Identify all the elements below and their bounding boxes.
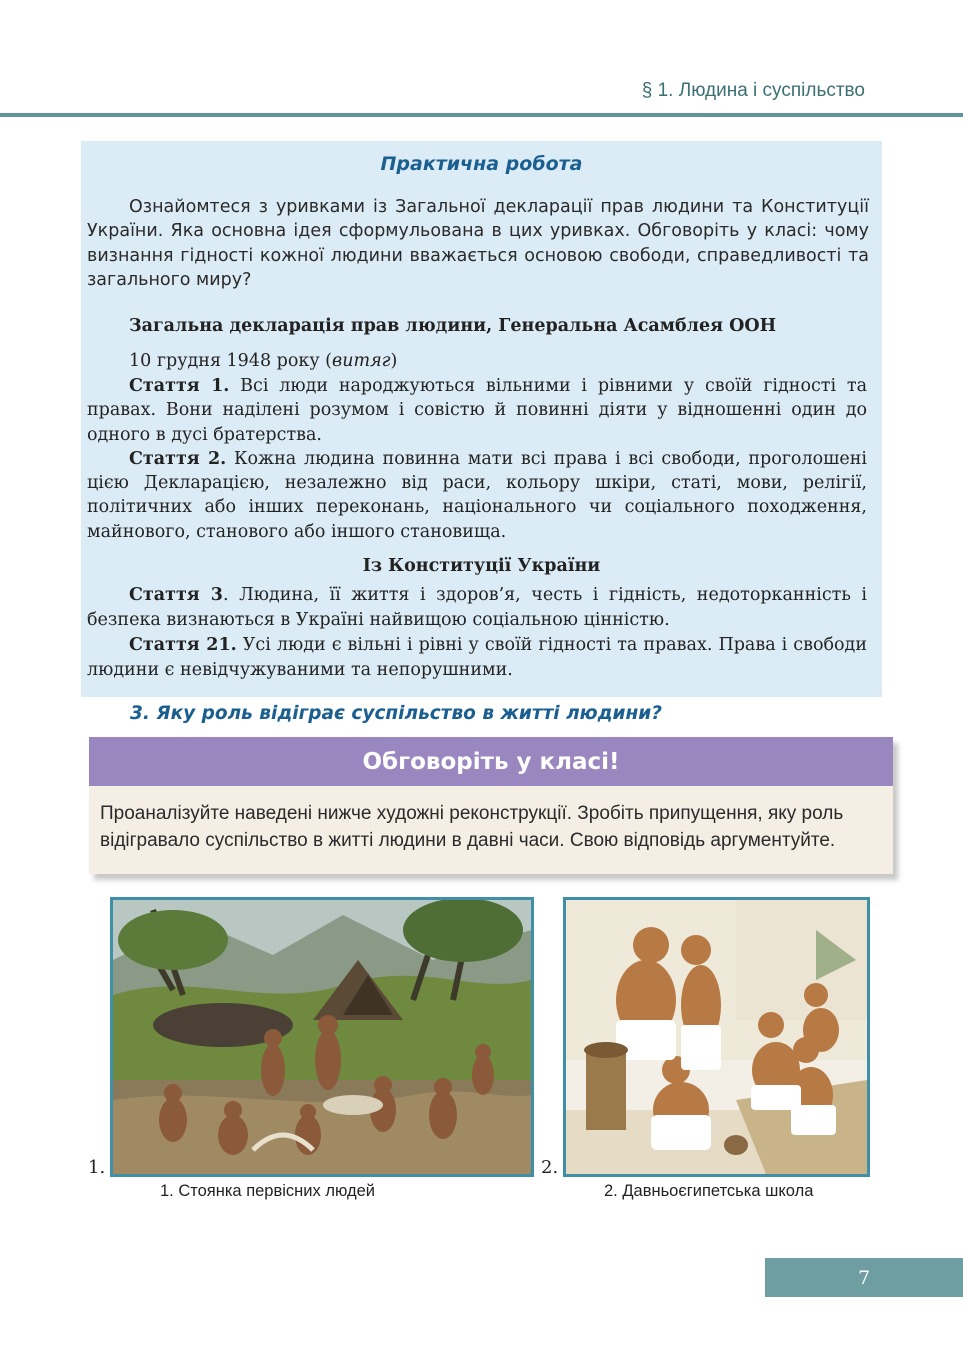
declaration-date-close: ): [390, 351, 398, 371]
discuss-box: [89, 737, 893, 874]
article-text: Всі люди народжуються вільними і рівними у своїй гідності та правах. Вони наділені розумом і совістю й повинні діяти у відношенні один до одного в дусі братерства.: [87, 376, 868, 445]
article-label: Стаття 3: [129, 585, 223, 605]
figure-2-number: 2.: [541, 1157, 559, 1178]
declaration-date-note: витяг: [332, 351, 391, 371]
declaration-article-1: [87, 374, 867, 447]
article-text: . Людина, її життя і здоров’я, честь і гідність, недоторканність і безпека визнаються в Україні найвищою соціальною цінністю.: [87, 585, 867, 630]
discuss-banner: Обговоріть у класі!: [89, 737, 893, 786]
figure-1-caption: 1. Стоянка первісних людей: [160, 1182, 375, 1200]
prehistoric-camp-image: [110, 897, 534, 1177]
constitution-articles: [87, 583, 867, 683]
header-divider: [0, 113, 963, 117]
practical-work-box: [81, 141, 882, 697]
article-label: Стаття 21.: [129, 635, 237, 655]
declaration-heading: Загальна декларація прав людини, Генеральна Асамблея ООН: [129, 316, 777, 336]
declaration-articles: [87, 374, 867, 544]
question-heading: 3. Яку роль відіграє суспільство в житті людини?: [130, 703, 662, 724]
discuss-text: Проаналізуйте наведені нижче художні реконструкції. Зробіть припущення, яку роль відігравало суспільство в житті людини в давні часи. Свою відповідь аргументуйте.: [100, 803, 844, 851]
egyptian-school-image: [563, 897, 870, 1177]
figure-2-caption: 2. Давньоєгипетська школа: [604, 1182, 814, 1200]
egyptian-school-illustration: [566, 900, 867, 1174]
article-label: Стаття 1.: [129, 376, 230, 396]
article-label: Стаття 2.: [129, 448, 227, 469]
declaration-date: [129, 351, 397, 371]
prehistoric-camp-illustration: [113, 900, 531, 1174]
constitution-heading: Із Конституції України: [362, 556, 601, 576]
practical-work-intro: Ознайомтеся з уривками із Загальної декларації прав людини та Конституції України. Яка основна ідея сформульована в цих уривках. Обговоріть у класі: чому визнання гідності кожної людини вважається основою свободи, справедливості та загального миру?: [87, 197, 869, 290]
page-number: 7: [765, 1258, 963, 1297]
declaration-article-2: [87, 447, 867, 544]
constitution-article-21: [87, 633, 867, 683]
article-text: Усі люди є вільні і рівні у своїй гідності та правах. Права і свободи людини є невідчужуваними та непорушними.: [87, 635, 868, 680]
constitution-article-3: [87, 583, 867, 633]
practical-work-title: Практична робота: [380, 153, 583, 175]
article-text: Кожна людина повинна мати всі права і всі свободи, проголошені цією Декларацією, незалежно від раси, кольору шкіри, статі, мови, релігії, політичних або інших переконань, національного чи соціального походження, майнового, станового або іншого становища.: [87, 448, 867, 542]
figure-1-number: 1.: [88, 1157, 106, 1178]
section-title: § 1. Людина і суспільство: [641, 80, 865, 101]
declaration-date-text: 10 грудня 1948 року (: [129, 351, 333, 371]
